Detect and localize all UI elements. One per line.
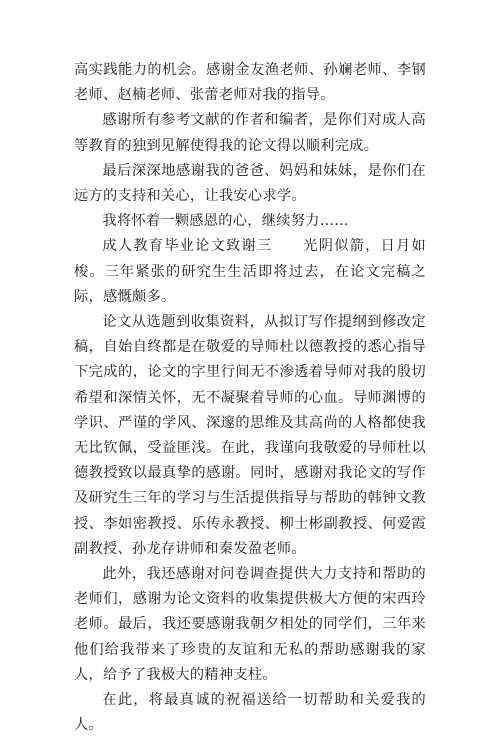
paragraph-6: 论文从选题到收集资料，从拟订写作提纲到修改定稿，自始自终都是在敬爱的导师杜以德教授的悉心指导下完成的，论文的字里行间无不渗透着导师对我的殷切希望和深情关怀，无不凝聚着导师的心血。导师渊博的学识、严谨的学风、深邃的思维及其高尚的人格都使我无比钦佩，受益匪浅。在此，我谨向我敬爱的导师杜以德教授致以最真挚的感谢。同时，感谢对我论文的写作及研究生三年的学习与生活提供指导与帮助的韩钟文教授、李如密教授、乐传永教授、柳士彬副教授、何爱霞副教授、孙龙存讲师和秦发盈老师。 [74, 314, 426, 557]
paragraph-8: 在此，将最真诚的祝福送给一切帮助和关爱我的人。 [74, 692, 426, 734]
paragraph-4: 我将怀着一颗感恩的心，继续努力…… [102, 213, 349, 230]
paragraph-3: 最后深深地感谢我的爸爸、妈妈和妹妹，是你们在远方的支持和关心，让我安心求学。 [74, 162, 426, 205]
paragraph-1: 高实践能力的机会。感谢金友渔老师、孙斓老师、李钢老师、赵楠老师、张蕾老师对我的指导。 [74, 62, 426, 104]
paragraph-2: 感谢所有参考文献的作者和编者，是你们对成人高等教育的独到见解使得我的论文得以顺利完成。 [74, 112, 426, 154]
paragraph-5: 成人教育毕业论文致谢三 光阴似箭，日月如梭。三年紧张的研究生生活即将过去，在论文完稿之际，感慨颇多。 [74, 238, 426, 305]
paragraph-7: 此外，我还感谢对问卷调查提供大力支持和帮助的老师们，感谢为论文资料的收集提供极大方便的宋西玲老师。最后，我还要感谢我朝夕相处的同学们，三年来他们给我带来了珍贵的友谊和无私的帮助感谢我的家人，给予了我极大的精神支柱。 [74, 566, 426, 683]
